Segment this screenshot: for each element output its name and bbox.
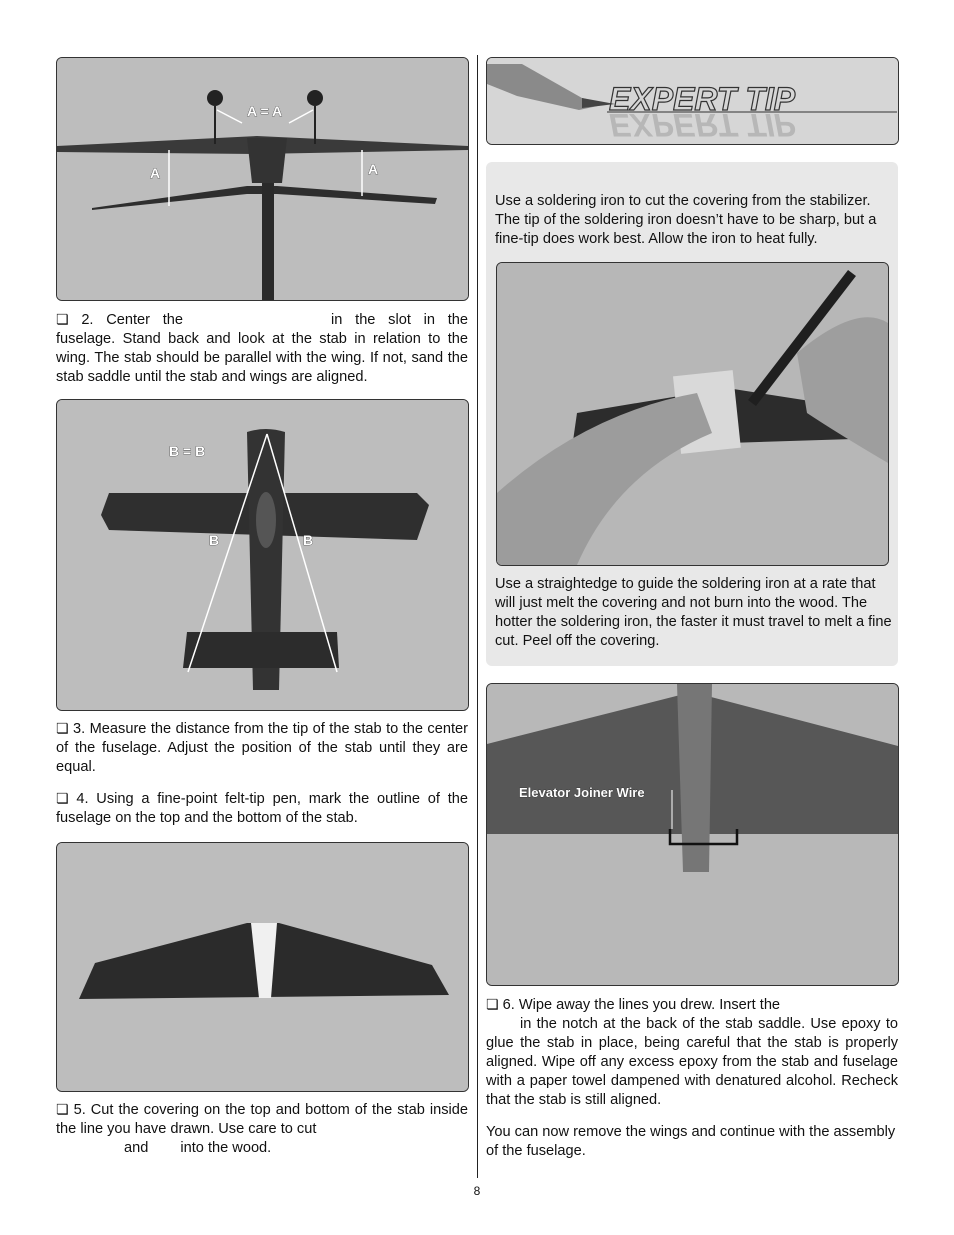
checkbox-icon[interactable]: ❏ [56, 791, 69, 807]
step-2-text [56, 311, 468, 387]
step-5-body: 5. Cut the covering on the top and bottom of the stab inside the line you have drawn. Use care to cut [56, 1102, 468, 1137]
photo-stab-outline [56, 842, 469, 1092]
checkbox-icon[interactable]: ❏ [56, 721, 69, 737]
photo-front-view [56, 57, 469, 301]
step-6-part1: 6. Wipe away the lines you drew. Insert the [502, 997, 781, 1013]
label-b-right: B [303, 532, 314, 548]
step-2-rest: Stand back and look at the stab in relation to the wing. The stab should be parallel with the wing. If not, sand the stab saddle until the stab and wings are aligned. [56, 331, 468, 385]
step-2-part2: in the slot in the fuselage. [56, 312, 468, 347]
expert-tip-reflection: EXPERT TIP [609, 107, 796, 143]
photo-soldering [496, 262, 889, 566]
step-3-text [56, 720, 468, 777]
expert-tip-after: Use a straightedge to guide the soldering iron at a rate that will just melt the covering and not burn into the wood. The hotter the soldering iron, the faster it must travel to melt a fine cut. Peel off the covering. [495, 576, 892, 649]
step-5-and: and [124, 1140, 149, 1156]
closing-text: You can now remove the wings and continue with the assembly of the fuselage. [486, 1124, 896, 1159]
label-b-equal: B = B [169, 443, 206, 459]
checkbox-icon[interactable]: ❏ [486, 997, 499, 1013]
step-3-body: 3. Measure the distance from the tip of the stab to the center of the fuselage. Adjust the position of the stab until they are equal. [56, 721, 468, 775]
step-6-part2: in the notch at the back of the stab saddle. Use epoxy to glue the stab in place, being careful that the stab is properly aligned. Wipe off any excess epoxy from the stab and fuselage with a paper towel dampened with denatured alcohol. Recheck that the stab is still aligned. [486, 1016, 898, 1108]
step-2-part1: 2. Center the [81, 312, 184, 328]
label-a-equal: A = A [247, 103, 283, 119]
step-4-body: 4. Using a fine-point felt-tip pen, mark the outline of the fuselage on the top and the bottom of the stab. [56, 791, 468, 826]
step-6-text [486, 996, 898, 1110]
step-4-text [56, 790, 468, 828]
expert-tip-banner [486, 57, 899, 145]
label-elevator-joiner-wire: Elevator Joiner Wire [519, 785, 645, 800]
column-divider [477, 55, 478, 1178]
photo-joiner-wire [486, 683, 899, 986]
step-5-text [56, 1101, 468, 1158]
label-b-left: B [209, 532, 220, 548]
page-number: 8 [473, 1184, 481, 1198]
expert-tip-title: EXPERT TIP [609, 81, 796, 117]
label-a-right: A [368, 161, 379, 177]
label-a-left: A [150, 165, 161, 181]
checkbox-icon[interactable]: ❏ [56, 1102, 69, 1118]
step-5-end: into the wood. [180, 1140, 272, 1156]
photo-top-view [56, 399, 469, 711]
checkbox-icon[interactable]: ❏ [56, 312, 69, 328]
expert-tip-intro: Use a soldering iron to cut the covering from the stabilizer. The tip of the soldering iron doesn’t have to be sharp, but a fine-tip does work best. Allow the iron to heat fully. [495, 193, 877, 247]
